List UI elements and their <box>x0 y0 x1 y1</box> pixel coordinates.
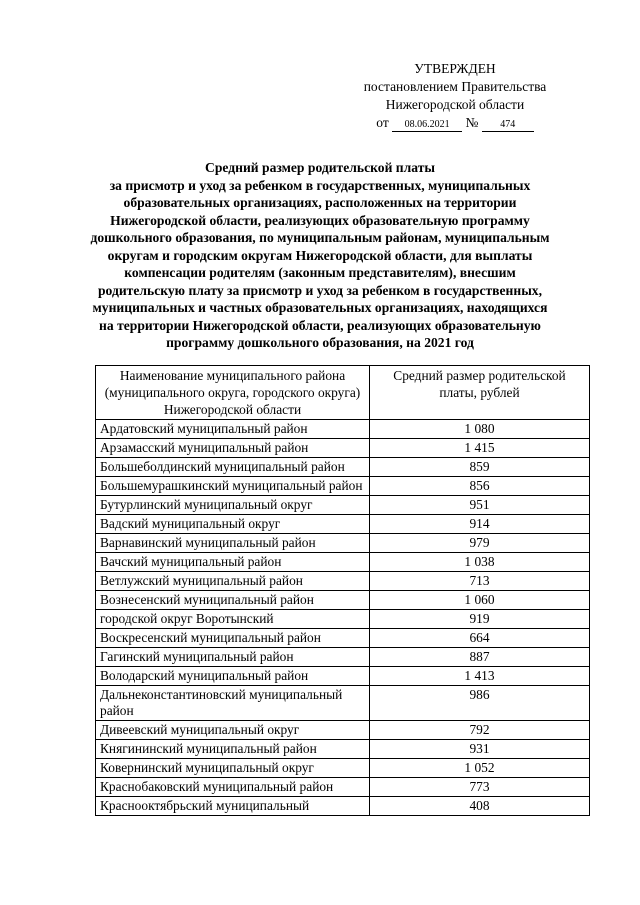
district-name: городской округ Воротынский <box>96 610 370 629</box>
header-fee: Средний размер родительской платы, рублей <box>370 366 590 420</box>
fee-value: 979 <box>370 534 590 553</box>
title-line: компенсации родителям (законным представителям), внесшим <box>124 265 516 280</box>
approval-heading: УТВЕРЖДЕН <box>414 61 496 76</box>
district-name: Краснооктябрьский муниципальный <box>96 797 370 816</box>
approval-number: 474 <box>482 119 534 132</box>
title-line: муниципальных и частных образовательных организациях, находящихся <box>92 300 548 315</box>
district-name: Арзамасский муниципальный район <box>96 439 370 458</box>
table-row <box>96 686 590 721</box>
title-line: образовательных организациях, расположенных на территории <box>123 195 517 210</box>
district-name: Ветлужский муниципальный район <box>96 572 370 591</box>
approval-date-line <box>330 114 580 132</box>
district-name: Краснобаковский муниципальный район <box>96 778 370 797</box>
fee-value: 792 <box>370 721 590 740</box>
title-line: за присмотр и уход за ребенком в государственных, муниципальных <box>109 177 531 193</box>
fee-value: 1 038 <box>370 553 590 572</box>
district-name: Володарский муниципальный район <box>96 667 370 686</box>
table-row <box>96 648 590 667</box>
table-row <box>96 797 590 816</box>
district-name: Ковернинский муниципальный округ <box>96 759 370 778</box>
approval-block <box>330 60 580 132</box>
number-sign: № <box>465 115 479 130</box>
approval-decree: постановлением Правительства <box>363 79 547 94</box>
district-name: Бутурлинский муниципальный округ <box>96 496 370 515</box>
fee-value: 859 <box>370 458 590 477</box>
fee-value: 1 052 <box>370 759 590 778</box>
fee-value: 914 <box>370 515 590 534</box>
title-line: дошкольного образования, по муниципальным районам, муниципальным <box>90 230 550 245</box>
fee-value: 664 <box>370 629 590 648</box>
table-row <box>96 721 590 740</box>
table-row <box>96 667 590 686</box>
fee-value: 856 <box>370 477 590 496</box>
fee-value: 1 080 <box>370 420 590 439</box>
fee-value: 931 <box>370 740 590 759</box>
table-row <box>96 629 590 648</box>
table-row <box>96 534 590 553</box>
fee-value: 773 <box>370 778 590 797</box>
district-name: Большеболдинский муниципальный район <box>96 458 370 477</box>
district-name: Княгининский муниципальный район <box>96 740 370 759</box>
table-row <box>96 458 590 477</box>
district-name: Вачский муниципальный район <box>96 553 370 572</box>
district-name: Ардатовский муниципальный район <box>96 420 370 439</box>
table-row <box>96 591 590 610</box>
district-name: Дальнеконстантиновский муниципальный район <box>96 686 370 721</box>
table-row <box>96 740 590 759</box>
fee-value: 713 <box>370 572 590 591</box>
approval-date: 08.06.2021 <box>392 119 462 132</box>
table-row <box>96 477 590 496</box>
table-row <box>96 759 590 778</box>
date-prefix: от <box>376 115 389 130</box>
fee-value: 919 <box>370 610 590 629</box>
fee-value: 1 413 <box>370 667 590 686</box>
table-row <box>96 515 590 534</box>
table-row <box>96 610 590 629</box>
fee-table <box>95 365 590 816</box>
fee-value: 408 <box>370 797 590 816</box>
fee-value: 1 060 <box>370 591 590 610</box>
fee-value: 1 415 <box>370 439 590 458</box>
fee-value: 951 <box>370 496 590 515</box>
title-line: Нижегородской области, реализующих образовательную программу <box>110 212 530 228</box>
fee-value: 887 <box>370 648 590 667</box>
table-row <box>96 439 590 458</box>
table-row <box>96 496 590 515</box>
table-row <box>96 572 590 591</box>
header-district: Наименование муниципального района (муниципального округа, городского округа) Нижегородской области <box>96 366 370 420</box>
district-name: Дивеевский муниципальный округ <box>96 721 370 740</box>
title-line: родительскую плату за присмотр и уход за ребенком в государственных, <box>98 282 542 298</box>
table-row <box>96 778 590 797</box>
title-line: округам и городским округам Нижегородской области, для выплаты <box>107 247 533 263</box>
district-name: Большемурашкинский муниципальный район <box>96 477 370 496</box>
fee-value: 986 <box>370 686 590 721</box>
table-row <box>96 553 590 572</box>
table-header-row <box>96 366 590 420</box>
district-name: Воскресенский муниципальный район <box>96 629 370 648</box>
title-line: программу дошкольного образования, на 2021 год <box>166 335 474 350</box>
district-name: Вадский муниципальный округ <box>96 515 370 534</box>
district-name: Вознесенский муниципальный район <box>96 591 370 610</box>
title-line: на территории Нижегородской области, реализующих образовательную <box>99 317 541 333</box>
table-row <box>96 420 590 439</box>
title-line: Средний размер родительской платы <box>205 160 435 175</box>
district-name: Гагинский муниципальный район <box>96 648 370 667</box>
document-title <box>70 159 570 352</box>
district-name: Варнавинский муниципальный район <box>96 534 370 553</box>
approval-region: Нижегородской области <box>385 97 525 112</box>
